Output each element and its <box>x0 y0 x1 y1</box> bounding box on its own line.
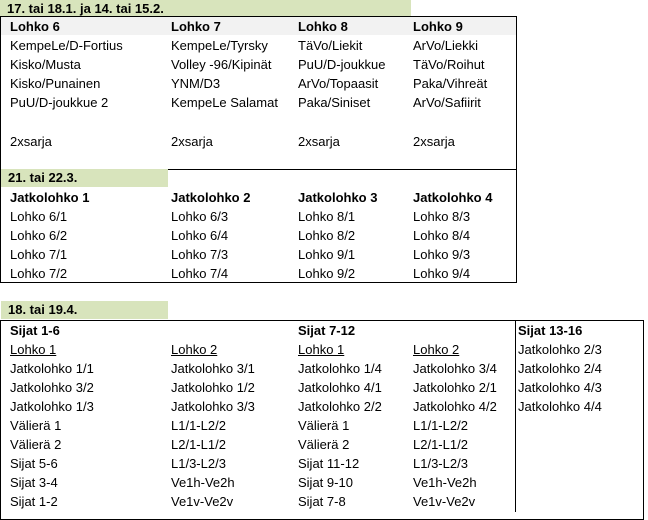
list-item: Sijat 9-10 <box>298 475 353 490</box>
group-title: Sijat 7-12 <box>298 323 356 338</box>
list-item: Jatkolohko 2/4 <box>518 361 602 376</box>
list-item: Ve1h-Ve2h <box>171 475 235 490</box>
list-item: L1/3-L2/3 <box>413 456 468 471</box>
section3-divider <box>515 320 516 512</box>
lohko-title: Lohko 8 <box>298 19 348 34</box>
list-item: Lohko 7/3 <box>171 247 229 262</box>
team-cell: Paka/Siniset <box>298 95 371 110</box>
list-item: Jatkolohko 1/1 <box>10 361 94 376</box>
list-item: Sijat 5-6 <box>10 456 58 471</box>
list-item: Jatkolohko 2/3 <box>518 342 602 357</box>
list-item: Välierä 1 <box>10 418 62 433</box>
list-item: Lohko 9/3 <box>413 247 471 262</box>
list-item: Välierä 2 <box>10 437 62 452</box>
team-cell: ArVo/Liekki <box>413 38 479 53</box>
lohko-title: Lohko 9 <box>413 19 463 34</box>
team-cell: Paka/Vihreät <box>413 76 488 91</box>
team-cell: KempeLe/D-Fortius <box>10 38 123 53</box>
format-cell: 2xsarja <box>298 134 340 149</box>
section1-date-header: 17. tai 18.1. ja 14. tai 15.2. <box>0 0 411 18</box>
list-item: Jatkolohko 4/4 <box>518 399 602 414</box>
section2-date-header: 21. tai 22.3. <box>1 169 168 187</box>
list-item: Sijat 11-12 <box>298 456 360 471</box>
group-title: Sijat 13-16 <box>518 323 583 338</box>
team-cell: PuU/D-joukkue 2 <box>10 95 109 110</box>
list-item: Jatkolohko 4/2 <box>413 399 497 414</box>
list-item: Jatkolohko 4/1 <box>298 380 382 395</box>
team-cell: ArVo/Topaasit <box>298 76 379 91</box>
lohko-title: Lohko 7 <box>171 19 221 34</box>
team-cell: ArVo/Safiirit <box>413 95 481 110</box>
team-cell: KempeLe Salamat <box>171 95 278 110</box>
team-cell: KempeLe/Tyrsky <box>171 38 268 53</box>
jatkolohko-title: Jatkolohko 4 <box>413 190 493 205</box>
list-item: Ve1h-Ve2h <box>413 475 477 490</box>
list-item: Lohko 8/2 <box>298 228 356 243</box>
list-item: Lohko 8/4 <box>413 228 471 243</box>
list-item: Sijat 1-2 <box>10 494 58 509</box>
list-item: Jatkolohko 3/1 <box>171 361 255 376</box>
list-item: L2/1-L1/2 <box>171 437 226 452</box>
list-item: Lohko 9/2 <box>298 266 356 281</box>
list-item: Jatkolohko 1/4 <box>298 361 382 376</box>
team-cell: YNM/D3 <box>171 76 221 91</box>
list-item: Sijat 3-4 <box>10 475 58 490</box>
list-item: Sijat 7-8 <box>298 494 346 509</box>
list-item: Jatkolohko 3/2 <box>10 380 94 395</box>
list-item: Lohko 9/1 <box>298 247 356 262</box>
list-item: Lohko 7/4 <box>171 266 229 281</box>
jatkolohko-title: Jatkolohko 3 <box>298 190 378 205</box>
list-item: Jatkolohko 2/1 <box>413 380 497 395</box>
lohko-title: Lohko 6 <box>10 19 60 34</box>
sub-title: Lohko 2 <box>171 342 218 357</box>
format-cell: 2xsarja <box>10 134 52 149</box>
list-item: Jatkolohko 4/3 <box>518 380 602 395</box>
sub-title: Lohko 1 <box>298 342 345 357</box>
list-item: Jatkolohko 3/4 <box>413 361 497 376</box>
list-item: Lohko 6/3 <box>171 209 229 224</box>
list-item: L1/3-L2/3 <box>171 456 226 471</box>
team-cell: TäVo/Roihut <box>413 57 485 72</box>
list-item: Jatkolohko 2/2 <box>298 399 382 414</box>
list-item: L2/1-L1/2 <box>413 437 468 452</box>
list-item: Lohko 6/1 <box>10 209 68 224</box>
list-item: Välierä 2 <box>298 437 350 452</box>
team-cell: TäVo/Liekit <box>298 38 363 53</box>
list-item: Ve1v-Ve2v <box>413 494 476 509</box>
list-item: Lohko 7/2 <box>10 266 68 281</box>
jatkolohko-title: Jatkolohko 1 <box>10 190 90 205</box>
section3-date-header: 18. tai 19.4. <box>1 301 168 319</box>
group-title: Sijat 1-6 <box>10 323 60 338</box>
list-item: Lohko 9/4 <box>413 266 471 281</box>
list-item: Lohko 6/2 <box>10 228 68 243</box>
team-cell: Kisko/Musta <box>10 57 81 72</box>
list-item: Lohko 8/3 <box>413 209 471 224</box>
sub-title: Lohko 1 <box>10 342 57 357</box>
format-cell: 2xsarja <box>413 134 455 149</box>
team-cell: PuU/D-joukkue <box>298 57 386 72</box>
list-item: Jatkolohko 3/3 <box>171 399 255 414</box>
list-item: Jatkolohko 1/3 <box>10 399 94 414</box>
list-item: Lohko 8/1 <box>298 209 356 224</box>
list-item: Lohko 6/4 <box>171 228 229 243</box>
jatkolohko-title: Jatkolohko 2 <box>171 190 251 205</box>
list-item: Välierä 1 <box>298 418 350 433</box>
list-item: L1/1-L2/2 <box>413 418 468 433</box>
list-item: L1/1-L2/2 <box>171 418 226 433</box>
team-cell: Volley -96/Kipinät <box>171 57 272 72</box>
team-cell: Kisko/Punainen <box>10 76 101 91</box>
format-cell: 2xsarja <box>171 134 213 149</box>
list-item: Jatkolohko 1/2 <box>171 380 255 395</box>
list-item: Ve1v-Ve2v <box>171 494 234 509</box>
sub-title: Lohko 2 <box>413 342 460 357</box>
list-item: Lohko 7/1 <box>10 247 68 262</box>
